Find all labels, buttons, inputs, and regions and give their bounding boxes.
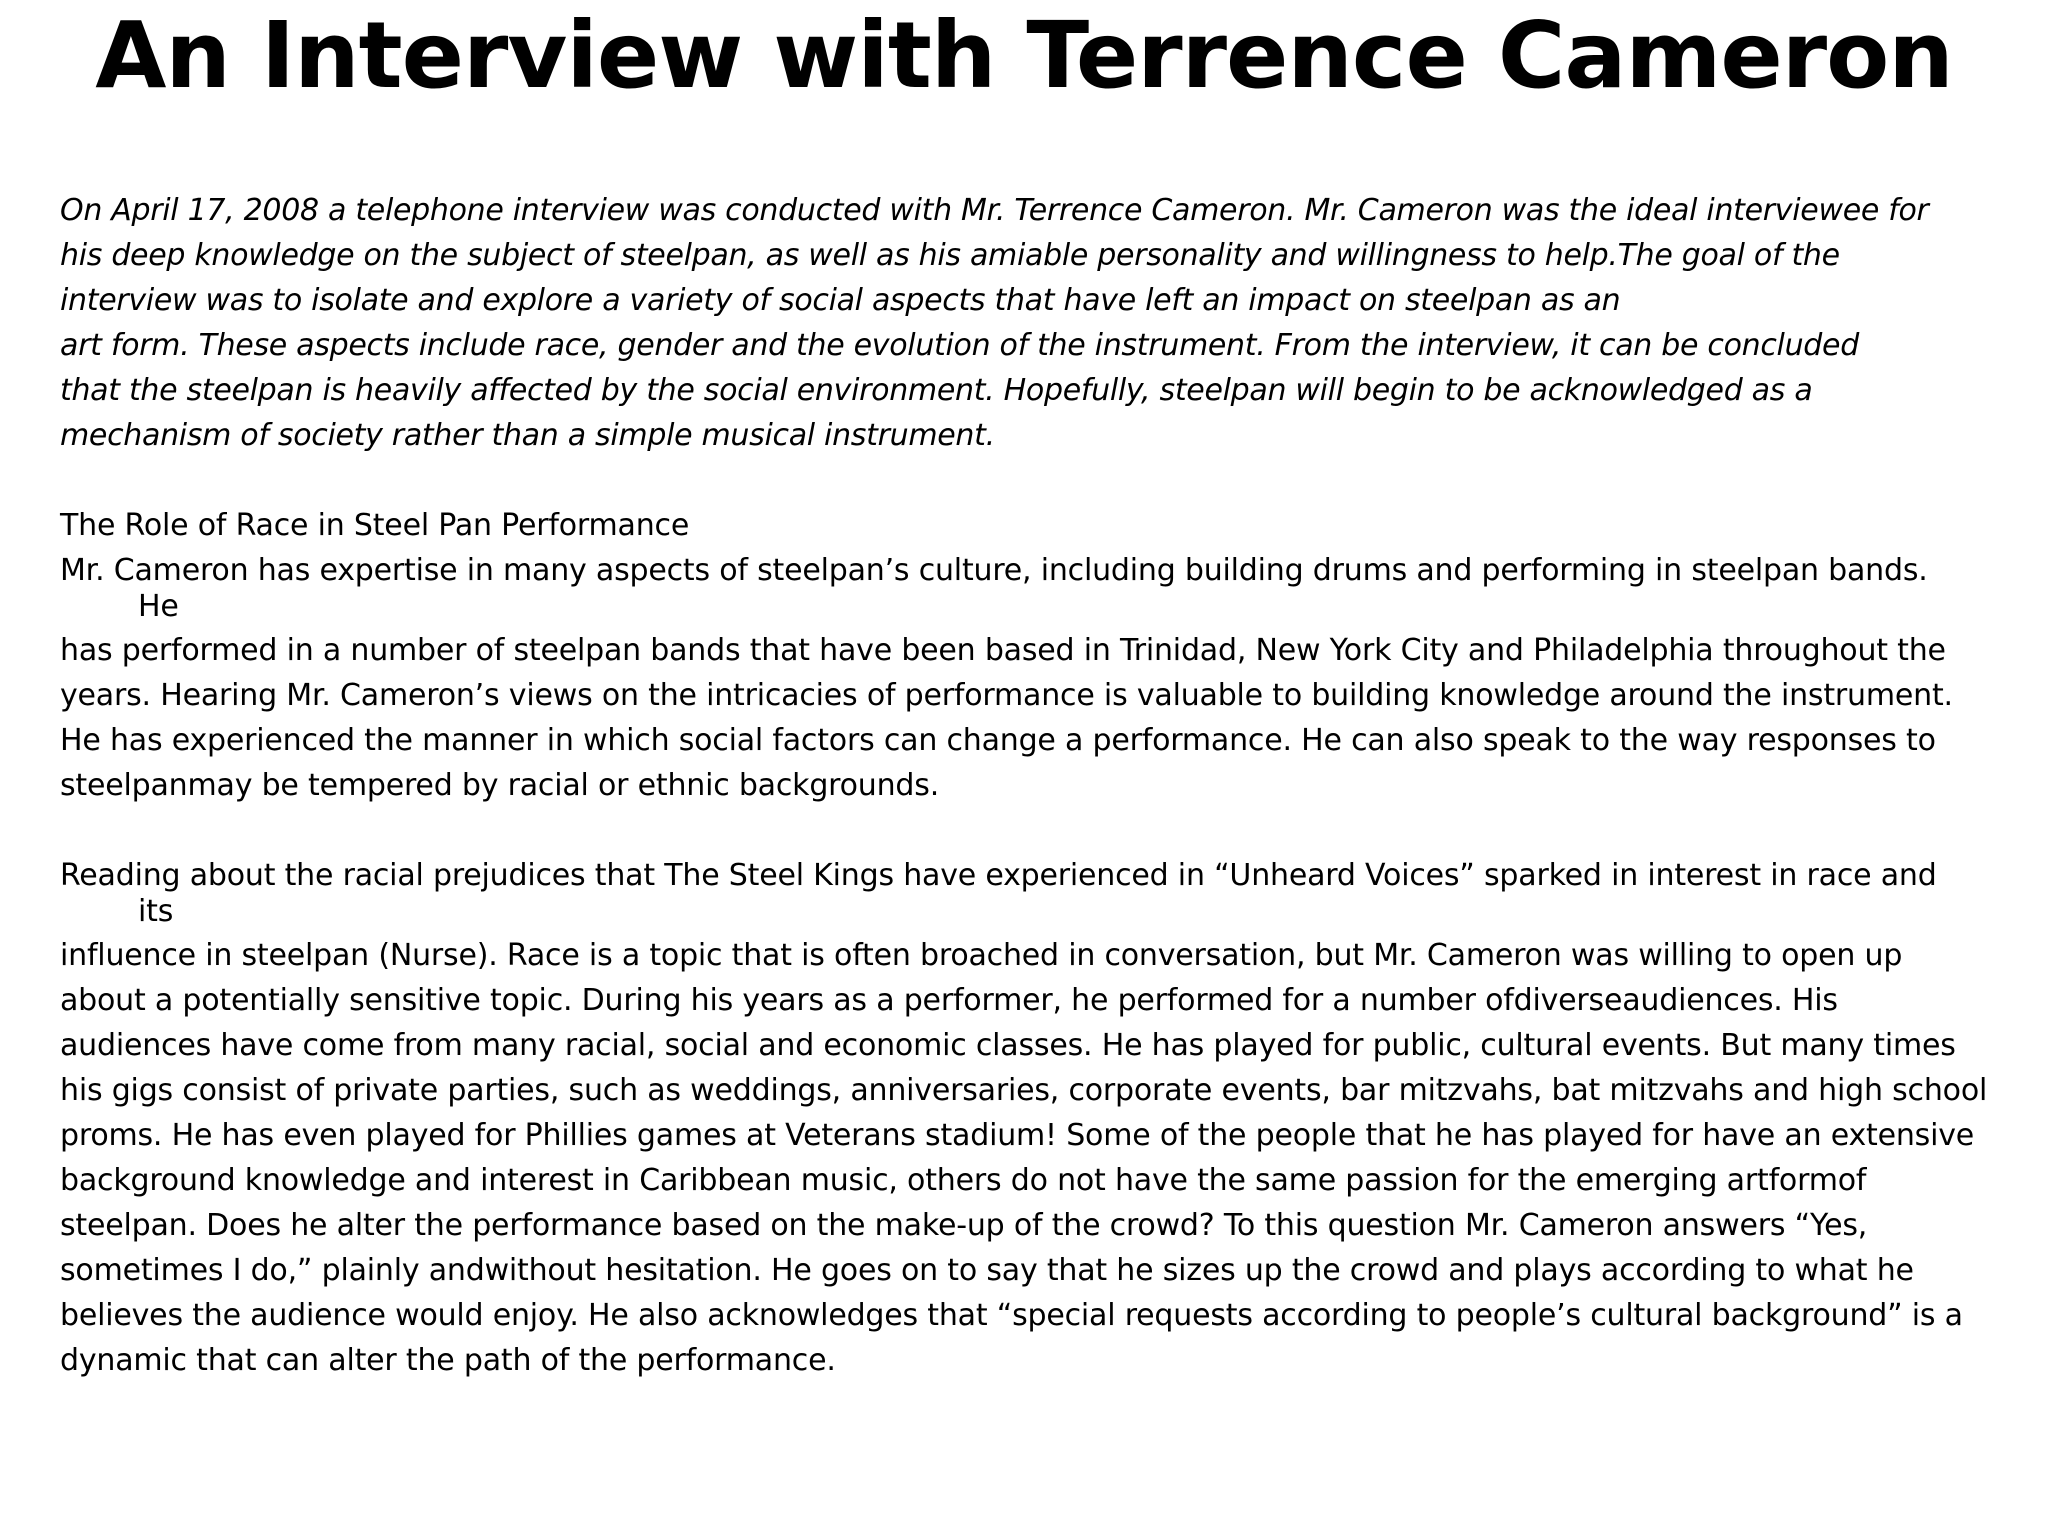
abstract-line: mechanism of society rather than a simple musical instrument. bbox=[60, 418, 995, 453]
abstract-line: his deep knowledge on the subject of steelpan, as well as his amiable personality and willingness to help.The goal of the bbox=[60, 238, 1840, 273]
paragraph-line: about a potentially sensitive topic. During his years as a performer, he performed for a number ofdiverseaudiences. His bbox=[60, 983, 1838, 1018]
paragraph-line: his gigs consist of private parties, such as weddings, anniversaries, corporate events, bar mitzvahs, bat mitzvahs and high school bbox=[60, 1073, 1988, 1108]
paragraph-line: audiences have come from many racial, social and economic classes. He has played for public, cultural events. But many times bbox=[60, 1028, 1956, 1063]
page-title: An Interview with Terrence Cameron bbox=[95, 2, 1953, 109]
paragraph-line: steelpanmay be tempered by racial or ethnic backgrounds. bbox=[60, 768, 940, 803]
abstract-line: On April 17, 2008 a telephone interview was conducted with Mr. Terrence Cameron. Mr. Cameron was the ideal interviewee for bbox=[60, 193, 1929, 228]
paragraph-line: influence in steelpan (Nurse). Race is a topic that is often broached in conversation, but Mr. Cameron was willing to open up bbox=[60, 938, 1903, 973]
section-heading: The Role of Race in Steel Pan Performance bbox=[60, 508, 690, 543]
paragraph-line: steelpan. Does he alter the performance based on the make-up of the crowd? To this question Mr. Cameron answers “Yes, bbox=[60, 1208, 1868, 1243]
paragraph-line: dynamic that can alter the path of the performance. bbox=[60, 1343, 836, 1378]
paragraph-line: Mr. Cameron has expertise in many aspects of steelpan’s culture, including building drums and performing in steelpan bands. bbox=[60, 553, 1928, 588]
abstract-line: that the steelpan is heavily affected by the social environment. Hopefully, steelpan will begin to be acknowledged as a bbox=[60, 373, 1813, 408]
paragraph-line: years. Hearing Mr. Cameron’s views on the intricacies of performance is valuable to building knowledge around the instrument. bbox=[60, 678, 1953, 713]
paragraph-line: Reading about the racial prejudices that The Steel Kings have experienced in “Unheard Voices” sparked in interest in race and bbox=[60, 858, 1937, 893]
abstract-line: art form. These aspects include race, gender and the evolution of the instrument. From the interview, it can be concluded bbox=[60, 328, 1859, 363]
paragraph-line: believes the audience would enjoy. He also acknowledges that “special requests according to people’s cultural background” is a bbox=[60, 1298, 1963, 1333]
paragraph-line: has performed in a number of steelpan bands that have been based in Trinidad, New York City and Philadelphia throughout the bbox=[60, 633, 1946, 668]
paragraph-line: proms. He has even played for Phillies games at Veterans stadium! Some of the people that he has played for have an extensive bbox=[60, 1118, 1975, 1153]
paragraph-line: sometimes I do,” plainly andwithout hesitation. He goes on to say that he sizes up the crowd and plays according to what he bbox=[60, 1253, 1914, 1288]
paragraph-line: He bbox=[138, 589, 179, 624]
paragraph-line: its bbox=[138, 894, 174, 929]
paragraph-line: He has experienced the manner in which social factors can change a performance. He can also speak to the way responses to bbox=[60, 723, 1936, 758]
paragraph-line: background knowledge and interest in Caribbean music, others do not have the same passion for the emerging artformof bbox=[60, 1163, 1867, 1198]
abstract-line: interview was to isolate and explore a variety of social aspects that have left an impact on steelpan as an bbox=[60, 283, 1621, 318]
